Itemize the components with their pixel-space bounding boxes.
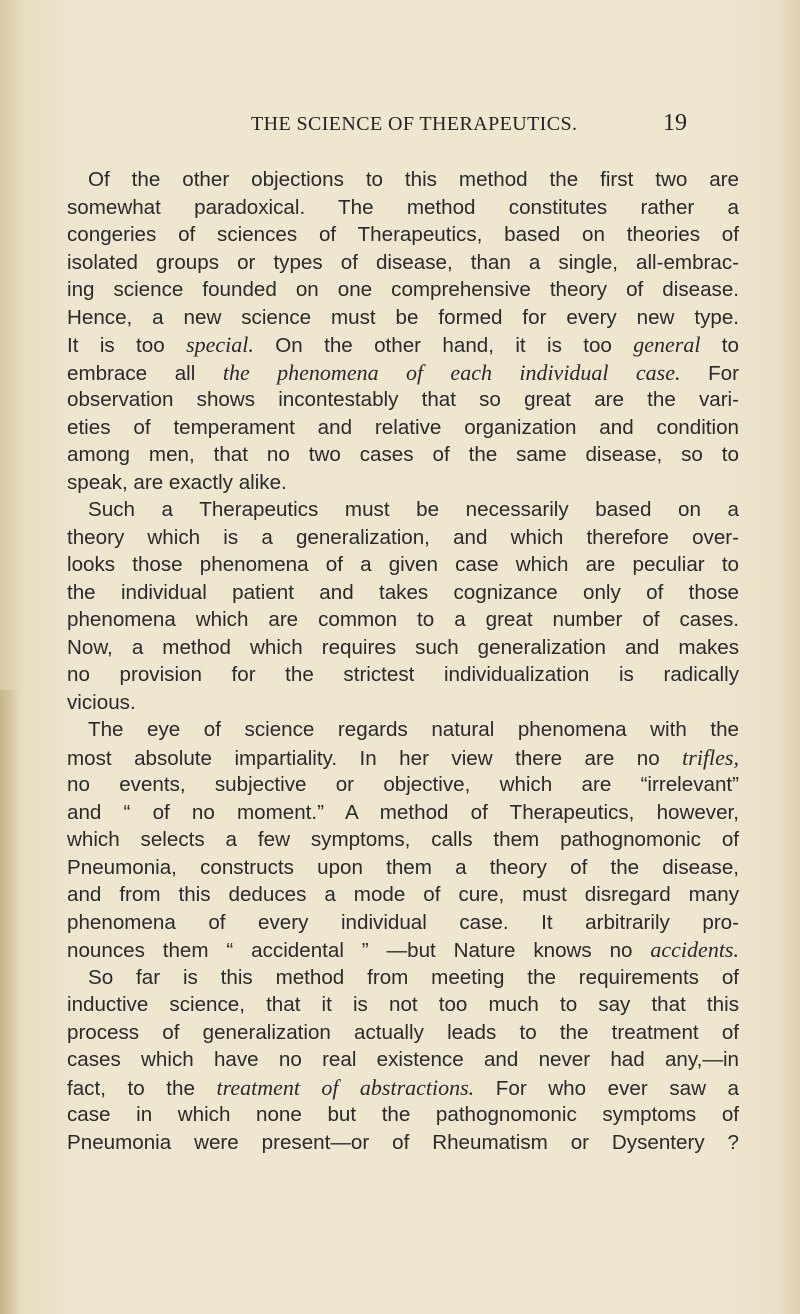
text-line: cases which have no real existence and never had any,—in [67, 1048, 739, 1071]
text-line: inductive science, that it is not too much to say that this [67, 993, 739, 1016]
page-number: 19 [663, 110, 687, 136]
italic-text: special. [186, 332, 254, 357]
text-line: process of generalization actually leads to the treatment of [67, 1020, 739, 1044]
text-line: Now, a method which requires such generalization and makes [67, 635, 739, 659]
text-line: case in which none but the pathognomonic symptoms of [67, 1103, 739, 1126]
text-line: Pneumonia were present—or of Rheumatism or Dysentery ? [67, 1130, 739, 1154]
text-line: no events, subjective or objective, which are “irrelevant” [67, 773, 739, 796]
text-line: Of the other objections to this method the first two are [88, 168, 739, 191]
text-line: phenomena which are common to a great number of cases. [67, 608, 739, 631]
text-line: Hence, a new science must be formed for every new type. [67, 305, 739, 329]
text-line: isolated groups or types of disease, than a single, all-embrac- [67, 250, 739, 274]
text-line: Pneumonia, constructs upon them a theory of the disease, [67, 855, 739, 879]
text-line: embrace all the phenomena of each individual case. For [67, 359, 739, 385]
text-line: ing science founded on one comprehensive theory of disease. [67, 278, 739, 301]
text-line: the individual patient and takes cognizance only of those [67, 580, 739, 604]
text-line: It is too special. On the other hand, it is too general to [67, 332, 739, 357]
text-line: fact, to the treatment of abstractions. For who ever saw a [67, 1074, 739, 1100]
italic-text: treatment of abstractions. [216, 1074, 475, 1100]
text-line: speak, are exactly alike. [67, 470, 287, 494]
text-line: phenomena of every individual case. It arbitrarily pro- [67, 910, 739, 934]
text-line: So far is this method from meeting the requirements of [88, 965, 739, 989]
text-line: looks those phenomena of a given case which are peculiar to [67, 553, 739, 576]
italic-text: accidents. [650, 937, 739, 962]
italic-text: the phenomena of each individual case. [222, 359, 681, 385]
text-line: nounces them “ accidental ” —but Nature knows no accidents. [67, 937, 739, 962]
text-line: theory which is a generalization, and which therefore over- [67, 525, 739, 549]
text-line: which selects a few symptoms, calls them pathognomonic of [67, 828, 739, 851]
text-line: among men, that no two cases of the same disease, so to [67, 443, 739, 466]
page-edge-shadow [0, 690, 18, 1314]
text-line: The eye of science regards natural phenomena with the [88, 718, 739, 741]
text-line: Such a Therapeutics must be necessarily based on a [88, 498, 739, 521]
text-line: vicious. [67, 690, 136, 714]
italic-text: general [633, 332, 701, 357]
running-head: THE SCIENCE OF THERAPEUTICS. [251, 113, 578, 135]
text-line: congeries of sciences of Therapeutics, based on theories of [67, 223, 739, 246]
text-line: and from this deduces a mode of cure, must disregard many [67, 883, 739, 906]
text-line: observation shows incontestably that so great are the vari- [67, 388, 739, 411]
text-line: no provision for the strictest individualization is radically [67, 663, 739, 686]
text-line: and “ of no moment.” A method of Therapeutics, however, [67, 800, 739, 824]
text-line: somewhat paradoxical. The method constitutes rather a [67, 195, 739, 219]
body-text [67, 166, 739, 1156]
text-line: most absolute impartiality. In her view there are no trifles, [67, 744, 739, 770]
italic-text: trifles, [682, 744, 739, 770]
text-line: eties of temperament and relative organization and condition [67, 415, 739, 439]
